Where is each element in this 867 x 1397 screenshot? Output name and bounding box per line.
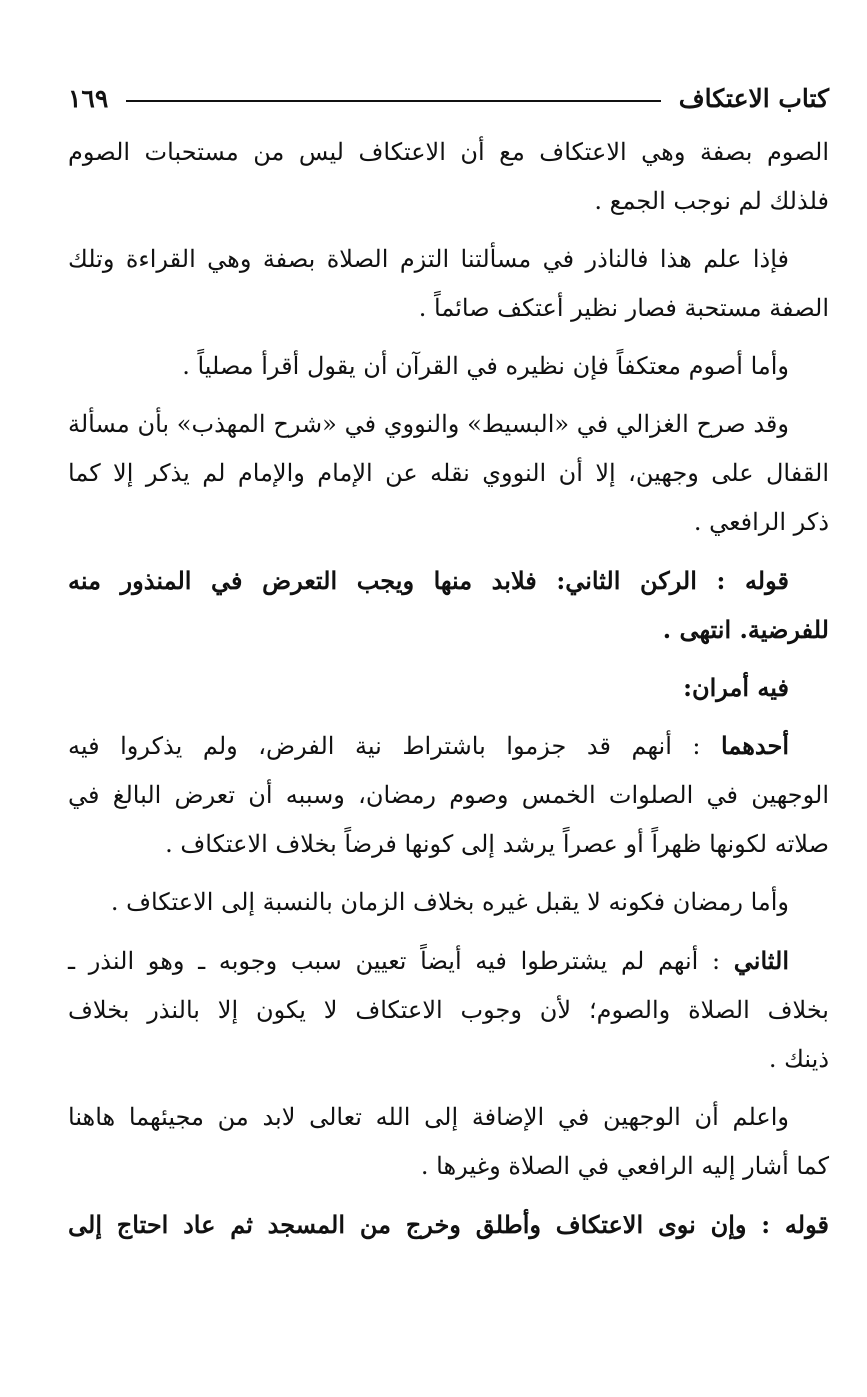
page-number: ١٦٩ [68,83,109,113]
quoted-text-paragraph [68,1200,829,1249]
text-line: وقد صرح الغزالي في «البسيط» والنووي في «شرح المهذب» بأن مسألة [68,410,789,438]
text-line: قوله : وإن نوى الاعتكاف وأطلق وخرج من المسجد ثم عاد احتاج إلى [68,1210,829,1239]
text-line: كما أشار إليه الرافعي في الصلاة وغيرها . [420,1152,829,1180]
paragraph [68,1093,829,1191]
text-line: قوله : الركن الثاني: فلابد منها ويجب التعرض في المنذور منه [68,566,789,595]
text-line: واعلم أن الوجهين في الإضافة إلى الله تعالى لابد من مجيئهما هاهنا [68,1103,790,1131]
text-line: بخلاف الصلاة والصوم؛ لأن وجوب الاعتكاف لا يكون إلا بالنذر بخلاف [68,996,829,1024]
lead-word: الثاني [733,946,789,975]
text-line: ذكر الرافعي . [693,508,829,536]
line-text: : أنهم قد جزموا باشتراط نية الفرض، ولم يذكروا فيه [68,732,722,760]
page [68,78,829,1258]
text-line: صلاته لكونها ظهراً أو عصراً يرشد إلى كونها فرضاً بخلاف الاعتكاف . [165,830,829,858]
quoted-text-paragraph [68,556,829,654]
header-rule [126,100,660,102]
line-text: : أنهم لم يشترطوا فيه أيضاً تعيين سبب وجوبه ـ وهو النذر ـ [68,947,734,975]
text-line: فلذلك لم نوجب الجمع . [594,187,829,215]
paragraph [68,342,829,391]
lead-word: أحدهما [721,731,789,760]
paragraph [68,936,829,1084]
paragraph [68,128,829,226]
text-line: فإذا علم هذا فالناذر في مسألتنا التزم الصلاة بصفة وهي القراءة وتلك [68,245,789,273]
text-line: القفال على وجهين، إلا أن النووي نقله عن الإمام والإمام لم يذكر إلا كما [68,459,830,487]
text-line [68,721,829,771]
text-line [68,936,829,986]
paragraph [68,400,829,547]
text-line: ذينك . [768,1045,829,1073]
text-line: وأما أصوم معتكفاً فإن نظيره في القرآن أن يقول أقرأ مصلياً . [182,352,789,380]
text-line: فيه أمران: [683,673,789,702]
paragraph [68,878,829,927]
text-line: الصفة مستحبة فصار نظير أعتكف صائماً . [418,294,829,322]
paragraph [68,721,829,869]
chapter-title: كتاب الاعتكاف [678,83,829,113]
paragraph [68,235,829,333]
subheading-paragraph [68,663,829,712]
text-line: للفرضية. انتهى . [662,615,829,644]
text-line: الوجهين في الصلوات الخمس وصوم رمضان، وسببه أن تعرض البالغ في [68,781,829,809]
text-line: وأما رمضان فكونه لا يقبل غيره بخلاف الزمان بالنسبة إلى الاعتكاف . [110,888,789,916]
text-line: الصوم بصفة وهي الاعتكاف مع أن الاعتكاف ليس من مستحبات الصوم [68,138,829,166]
running-header [68,78,829,118]
